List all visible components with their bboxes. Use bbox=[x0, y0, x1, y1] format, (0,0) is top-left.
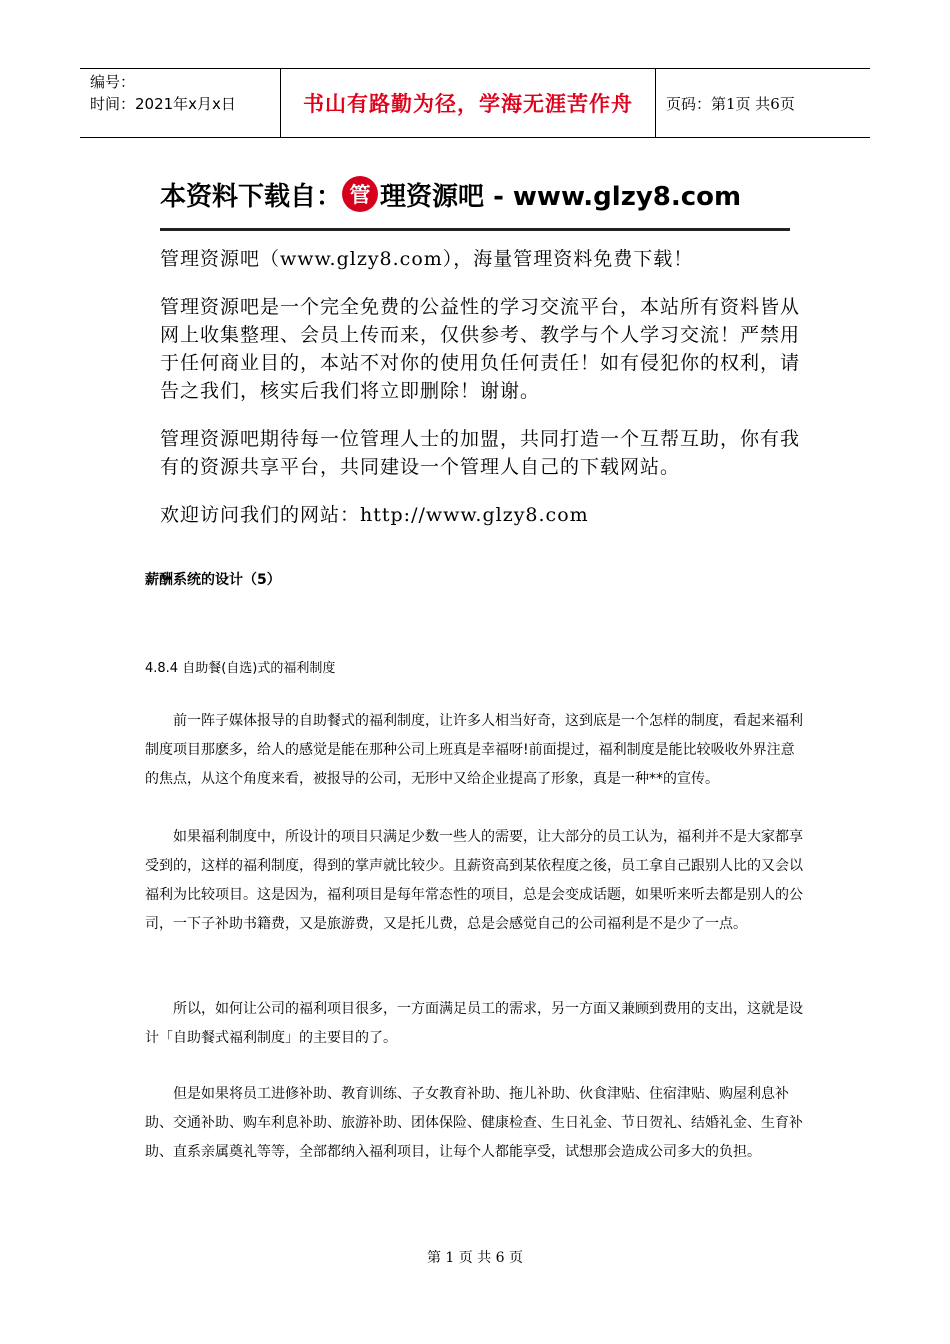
banner-paragraph: 管理资源吧期待每一位管理人士的加盟，共同打造一个互帮互助，你有我有的资源共享平台，共同建设一个管理人自己的下载网站。 bbox=[160, 428, 801, 478]
banner-title bbox=[160, 168, 800, 220]
banner-title-prefix: 本资料下载自： bbox=[160, 181, 343, 212]
body-paragraph: 前一阵子媒体报导的自助餐式的福利制度，让许多人相当好奇，这到底是一个怎样的制度，看起来福利制度项目那麽多，给人的感觉是能在那种公司上班真是幸福呀!前面提过，福利制度是能比较吸收外界注意的焦点，从这个角度来看，被报导的公司，无形中又给企业提高了形象，真是一种**的宣传。 bbox=[145, 713, 803, 787]
logo-icon: 管 bbox=[342, 176, 378, 212]
header-table bbox=[80, 68, 870, 138]
body-paragraph: 所以，如何让公司的福利项目很多，一方面满足员工的需求，另一方面又兼顾到费用的支出，这就是设计「自助餐式福利制度」的主要目的了。 bbox=[145, 1001, 803, 1046]
banner-text bbox=[160, 245, 800, 529]
banner-paragraph: 管理资源吧（www.glzy8.com），海量管理资料免费下载！ bbox=[160, 248, 694, 270]
page-footer: 第 1 页 共 6 页 bbox=[426, 1250, 524, 1266]
time-label: 时间：2021年x月x日 bbox=[90, 95, 236, 113]
header-meta bbox=[80, 69, 280, 137]
document-title: 薪酬系统的设计（5） bbox=[145, 572, 281, 588]
body-paragraph: 但是如果将员工进修补助、教育训练、子女教育补助、拖儿补助、伙食津贴、住宿津贴、购屋利息补助、交通补助、购车利息补助、旅游补助、团体保险、健康检查、生日礼金、节日贺礼、结婚礼金、生育补助、直系亲属奠礼等等，全部都纳入福利项目，让每个人都能享受，试想那会造成公司多大的负担。 bbox=[145, 1086, 803, 1160]
body-paragraph: 如果福利制度中，所设计的项目只满足少数一些人的需要，让大部分的员工认为，福利并不是大家都享受到的，这样的福利制度，得到的掌声就比较少。且薪资高到某依程度之後，员工拿自己跟别人比的又会以福利为比较项目。这是因为，福利项目是每年常态性的项目，总是会变成话题，如果听来听去都是别人的公司，一下子补助书籍费，又是旅游费，又是托儿费，总是会感觉自己的公司福利是不是少了一点。 bbox=[145, 829, 803, 932]
header-motto-cell bbox=[280, 69, 656, 137]
banner-divider bbox=[160, 228, 790, 231]
number-label: 编号： bbox=[90, 73, 136, 91]
banner-title-suffix: 理资源吧 - www.glzy8.com bbox=[380, 181, 742, 212]
section-heading: 4.8.4 自助餐(自选)式的福利制度 bbox=[145, 661, 336, 676]
banner-paragraph: 管理资源吧是一个完全免费的公益性的学习交流平台，本站所有资料皆从网上收集整理、会员上传而来，仅供参考、教学与个人学习交流！严禁用于任何商业目的，本站不对你的使用负任何责任！如有侵犯你的权利，请告之我们，核实后我们将立即删除！谢谢。 bbox=[160, 296, 801, 402]
header-page-info: 页码：第1页 共6页 bbox=[666, 94, 795, 113]
download-banner bbox=[160, 168, 800, 549]
banner-website: 欢迎访问我们的网站：http://www.glzy8.com bbox=[160, 504, 589, 526]
motto-text: 书山有路勤为径，学海无涯苦作舟 bbox=[303, 91, 633, 116]
